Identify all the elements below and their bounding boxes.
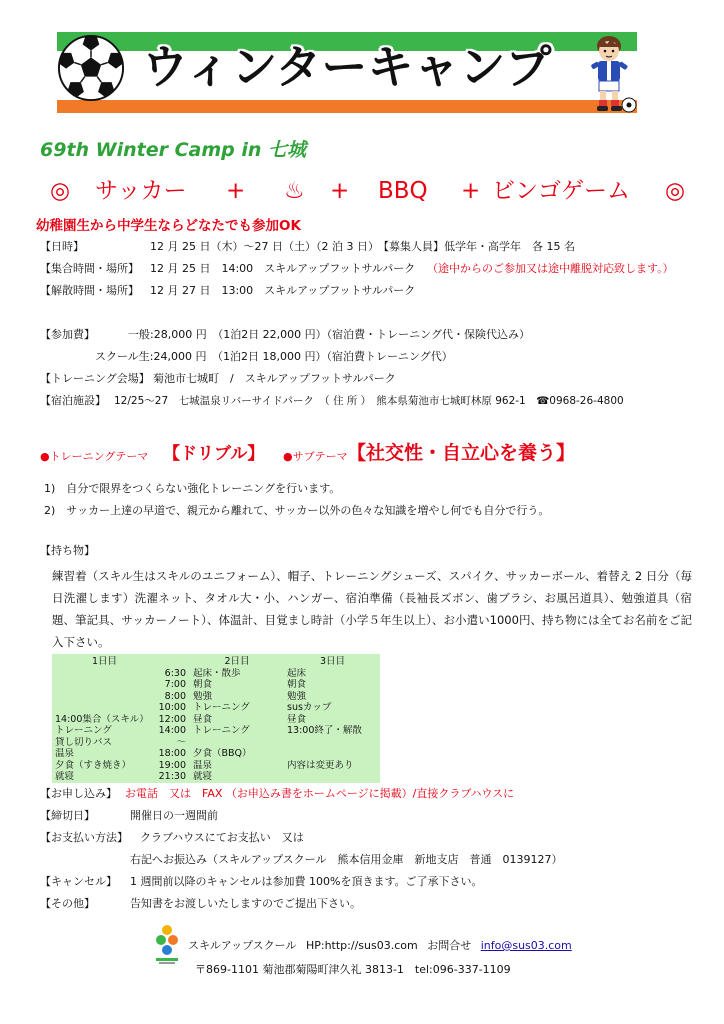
schedule-row — [52, 737, 380, 749]
day1-cell: 14:00集合（スキル） — [55, 713, 149, 725]
day2-event-cell: 起床・散歩 — [193, 667, 241, 679]
day1-cell: トレーニング — [55, 725, 112, 736]
day3-cell: 内容は変更あり — [287, 759, 354, 771]
theme-sub: 【社交性・自立心を養う】 — [347, 442, 576, 464]
day2-event-cell: トレーニング — [193, 725, 250, 736]
lodging-value: 12/25～27 七城温泉リバーサイドパーク （ 住 所 ） 熊本県菊池市七城町林原 962-1 ☎0968-26-4800 — [114, 395, 624, 407]
fee-school: スクール生:24,000 円 （1泊2日 18,000 円）（宿泊費トレーニング代） — [95, 350, 453, 363]
theme-main-label: ●トレーニングテーマ — [40, 450, 149, 463]
day2-time-cell: 7:00 — [164, 679, 186, 690]
day2-event-cell: 夕食（BBQ） — [193, 748, 252, 759]
homepage-text: HP:http://sus03.com — [305, 939, 418, 952]
application-value: お電話 又は FAX （お申込み書をホームページに掲載）/直接クラブハウスに — [125, 787, 515, 800]
schedule-header-row — [52, 654, 380, 668]
day2-event-cell: 昼食 — [193, 713, 213, 725]
school-name: スキルアップスクール — [188, 939, 297, 952]
gathering-note: （途中からのご参加又は途中離脱対応致します。） — [427, 262, 674, 275]
day2-time-cell: 6:30 — [164, 667, 186, 679]
day1-cell: 温泉 — [55, 748, 75, 759]
theme-sub-label: ●サブテーマ — [283, 450, 348, 463]
day1-cell — [52, 691, 157, 703]
goal-item: 1) 自分で限界をつくらない強化トレーニングを行います。 — [44, 482, 341, 495]
goal-item: 2) サッカー上達の早道で、親元から離れて、サッカー以外の色々な知識を増やし何でも自分で行う。 — [44, 504, 550, 517]
activity-bbq: BBQ — [378, 178, 428, 204]
activity-bingo: ビンゴゲーム — [492, 178, 630, 204]
plus-sign: + — [226, 178, 246, 204]
day2-time-cell: 18:00 — [158, 748, 186, 759]
payment-transfer: 右記へお振込み（スキルアップスクール 熊本信用金庫 新地支店 普通 0139127） — [130, 853, 563, 866]
other-value: 告知書をお渡しいたしますのでご提出下さい。 — [130, 897, 361, 910]
day3-cell: susカップ — [287, 702, 332, 713]
dismissal-value: 12 月 27 日 13:00 スキルアップフットサルパーク — [150, 284, 416, 297]
gathering-value: 12 月 25 日 14:00 スキルアップフットサルパーク — [150, 262, 416, 275]
day2-event-cell: 温泉 — [193, 759, 213, 771]
day2-event-cell — [189, 737, 285, 749]
day1-cell — [52, 702, 157, 714]
double-circle-mark: ◎ — [50, 178, 71, 204]
audience-note: 幼稚園生から中学生ならどなたでも参加OK — [36, 218, 301, 234]
venue-value: 菊池市七城町 / スキルアップフットサルパーク — [153, 372, 396, 385]
day3-cell: 勉強 — [287, 690, 307, 702]
school-logo — [153, 924, 181, 966]
cancel-label: 【キャンセル】 — [40, 875, 117, 888]
schedule-row — [52, 725, 380, 737]
payment-label: 【お支払い方法】 — [40, 831, 128, 844]
contact-label: お問合せ — [427, 939, 472, 952]
day2-event-cell: 就寝 — [193, 771, 213, 782]
schedule-row — [52, 748, 380, 760]
day1-cell — [52, 679, 157, 691]
footer-address: 〒869-1101 菊池郡菊陽町津久礼 3813-1 tel:096-337-1109 — [195, 963, 511, 976]
day1-cell: 就寝 — [55, 771, 75, 782]
day3-header: 3日目 — [319, 656, 346, 667]
day2-time-cell: 14:00 — [158, 725, 186, 736]
day2-time-cell: 8:00 — [164, 690, 186, 702]
belongings-list: 練習着（スキル生はスキルのユニフォーム）、帽子、トレーニングシューズ、スパイク、サッカーボール、着替え 2 日分（毎日洗濯します）洗濯ネット、タオル大・小、ハンガー、宿泊準備（長袖長ズボン、歯ブラシ、お風呂道具）、勉強道具（宿題、筆記具、サッカーノート）、体温計、目覚まし時計（小学５年生以上）、お小遣い1000円、持ち物には全てお名前をご記入下さい。 — [52, 569, 692, 649]
day2-time-cell: 10:00 — [158, 702, 186, 713]
day2-time-cell: 12:00 — [158, 713, 186, 725]
payment-value: クラブハウスにてお支払い 又は — [140, 831, 304, 844]
belongings-label: 【持ち物】 — [40, 544, 95, 557]
day1-header: 1日目 — [91, 656, 118, 667]
soccer-ball-icon — [57, 34, 125, 102]
day2-event-cell: 勉強 — [193, 690, 213, 702]
banner-title: ウィンターキャンプ — [142, 40, 552, 94]
other-label: 【その他】 — [40, 897, 95, 910]
fee-general: 一般:28,000 円 （1泊2日 22,000 円）（宿泊費・トレーニング代・保険代込み） — [128, 328, 530, 341]
day2-event-cell: トレーニング — [193, 702, 250, 713]
cancel-value: 1 週間前以降のキャンセルは参加費 100%を頂きます。ご了承下さい。 — [130, 875, 483, 888]
schedule-row — [52, 668, 380, 680]
capacity-value: 低学年・高学年 各 15 名 — [444, 240, 575, 253]
day1-cell — [52, 668, 157, 680]
schedule-table — [52, 654, 380, 783]
schedule-row — [52, 691, 380, 703]
deadline-value: 開催日の一週間前 — [130, 809, 218, 822]
header-banner — [57, 32, 637, 116]
fee-label: 【参加費】 — [40, 328, 95, 341]
day3-cell — [285, 737, 380, 749]
schedule-row — [52, 760, 380, 772]
footer-contact — [188, 939, 572, 953]
plus-sign: + — [330, 178, 350, 204]
date-value: 12 月 25 日（木）～27 日（土）（2 泊 3 日） — [150, 240, 379, 253]
day2-time-cell: 19:00 — [158, 759, 186, 771]
deadline-label: 【締切日】 — [40, 809, 95, 822]
theme-main: 【ドリブル】 — [163, 444, 265, 464]
double-circle-mark: ◎ — [665, 178, 686, 204]
hot-spring-icon: ♨ — [284, 178, 305, 204]
gathering-label: 【集合時間・場所】 — [40, 262, 139, 275]
schedule-row — [52, 714, 380, 726]
day3-cell: 起床 — [287, 667, 307, 679]
day2-event-cell: 朝食 — [193, 679, 213, 690]
day2-time-cell: ～ — [176, 736, 186, 748]
email-link[interactable]: info@sus03.com — [480, 939, 572, 952]
capacity-label: 【募集人員】 — [378, 240, 444, 253]
soccer-boy-mascot — [585, 32, 637, 116]
application-label: 【お申し込み】 — [40, 787, 117, 800]
activity-soccer: サッカー — [95, 178, 187, 204]
date-label: 【日時】 — [40, 240, 84, 253]
day3-cell — [285, 771, 380, 783]
schedule-row — [52, 771, 380, 783]
event-subtitle: 69th Winter Camp in 七城 — [40, 139, 307, 161]
schedule-row — [52, 702, 380, 714]
day1-cell: 貸し切りバス — [55, 736, 113, 748]
schedule-row — [52, 679, 380, 691]
day2-time-cell: 21:30 — [158, 771, 186, 782]
day3-cell: 13:00終了・解散 — [287, 725, 362, 736]
day3-cell: 朝食 — [287, 679, 307, 690]
orange-band — [57, 100, 637, 113]
plus-sign: + — [461, 178, 481, 204]
day1-cell: 夕食（すき焼き） — [55, 759, 132, 771]
day3-cell — [285, 748, 380, 760]
day2-header: 2日目 — [224, 656, 250, 667]
lodging-label: 【宿泊施設】 — [40, 394, 106, 407]
dismissal-label: 【解散時間・場所】 — [40, 284, 139, 297]
day3-cell: 昼食 — [287, 713, 307, 725]
venue-label: 【トレーニング会場】 — [40, 372, 150, 385]
